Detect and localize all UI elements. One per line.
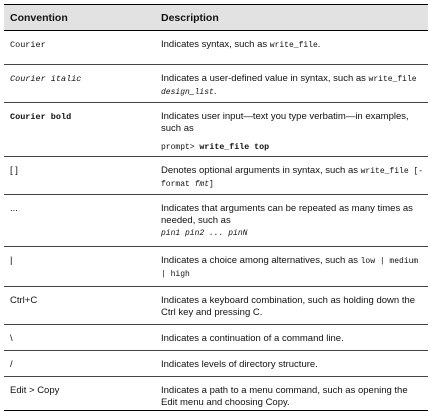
table-row [4,31,428,65]
description-text: Indicates a choice among alternatives, such as [161,255,361,266]
code-sample: write_file [269,41,318,50]
table-header-row [4,5,428,31]
description-text-end: . [213,86,217,97]
table-row [4,287,428,325]
convention-cell: Courier bold [4,103,155,157]
description-cell [155,157,428,195]
code-sample-italic: pin1 pin2 ... pinN [161,229,248,238]
code-sample-end: ] [209,180,214,189]
code-sample-italic: fmt [194,180,210,189]
code-sample: low | medium | high [161,257,419,279]
code-example-line [161,141,424,154]
description-text-end: . [317,39,321,50]
code-sample: write_file [-format [161,167,424,189]
table-row [4,247,428,287]
convention-cell: \ [4,325,155,351]
description-cell [155,195,428,247]
convention-cell: [ ] [4,157,155,195]
convention-cell: | [4,247,155,287]
convention-cell: ... [4,195,155,247]
description-text: Indicates user input—text you type verbatim—in examples, such as [161,111,409,134]
conventions-table [4,4,428,411]
table-row [4,157,428,195]
description-cell: Indicates a continuation of a command line. [155,325,428,351]
description-cell [155,103,428,157]
table-row [4,325,428,351]
table-row [4,195,428,247]
description-cell [155,247,428,287]
convention-cell: / [4,351,155,377]
code-prompt: prompt> [161,143,200,152]
table-row [4,103,428,157]
table-row [4,377,428,411]
description-cell [155,31,428,65]
header-description: Description [155,5,428,31]
header-convention: Convention [4,5,155,31]
code-sample: write_file [368,75,417,84]
description-cell: Indicates a path to a menu command, such as opening the Edit menu and choosing Copy. [155,377,428,411]
code-sample-bold: write_file top [199,143,270,152]
description-cell: Indicates levels of directory structure. [155,351,428,377]
description-text: Denotes optional arguments in syntax, such as [161,165,361,176]
description-text: Indicates a user-defined value in syntax, such as [161,73,369,84]
table-row [4,65,428,103]
convention-cell: Edit > Copy [4,377,155,411]
description-text: Indicates syntax, such as [161,39,270,50]
description-text: Indicates that arguments can be repeated as many times as needed, such as [161,203,413,226]
description-cell [155,65,428,103]
description-cell: Indicates a keyboard combination, such as holding down the Ctrl key and pressing C. [155,287,428,325]
convention-cell: Courier [4,31,155,65]
convention-cell: Courier italic [4,65,155,103]
table-row [4,351,428,377]
code-sample-italic: design_list [161,88,214,97]
convention-cell: Ctrl+C [4,287,155,325]
